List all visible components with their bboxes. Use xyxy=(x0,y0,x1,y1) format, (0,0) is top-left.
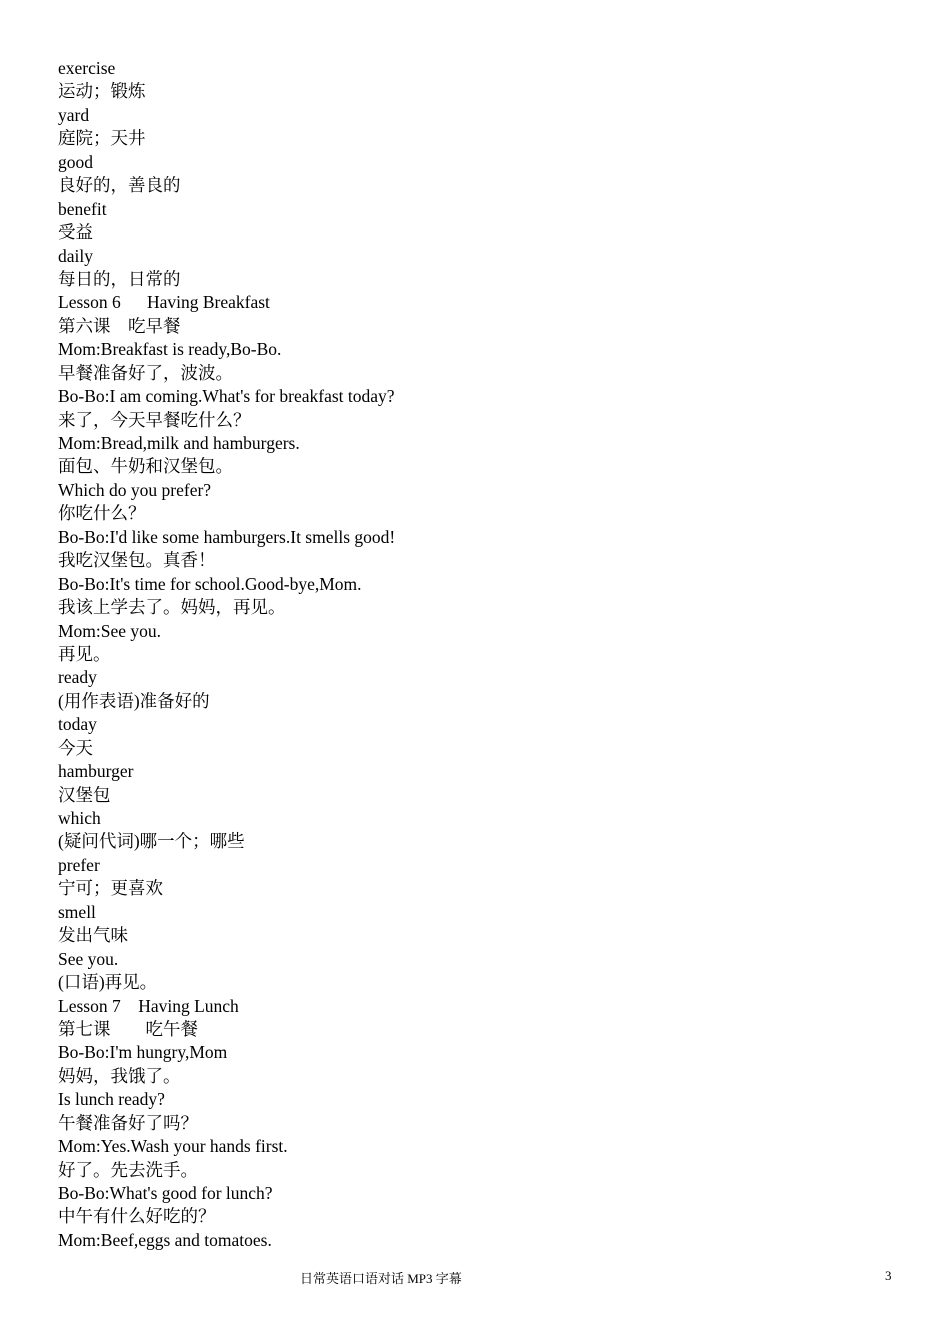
text-line: 来了，今天早餐吃什么？ xyxy=(58,409,251,430)
text-line: 每日的，日常的 xyxy=(58,268,181,289)
text-line: Bo-Bo:I'd like some hamburgers.It smells good! xyxy=(58,526,396,547)
text-line: Mom:Beef,eggs and tomatoes. xyxy=(58,1229,272,1250)
text-line: 受益 xyxy=(58,222,93,243)
text-line: 午餐准备好了吗？ xyxy=(58,1112,198,1133)
text-line: 运动；锻炼 xyxy=(58,81,146,102)
text-line: exercise xyxy=(58,58,116,78)
text-line: Bo-Bo:What's good for lunch? xyxy=(58,1183,273,1203)
text-line: 面包、牛奶和汉堡包。 xyxy=(58,456,233,477)
text-line: prefer xyxy=(58,854,100,875)
text-line: 妈妈，我饿了。 xyxy=(58,1065,181,1086)
text-line: Which do you prefer? xyxy=(58,479,212,500)
text-line: 中午有什么好吃的？ xyxy=(58,1206,216,1227)
text-line: Is lunch ready? xyxy=(58,1089,165,1110)
text-line: smell xyxy=(58,901,96,922)
text-line: 我该上学去了。妈妈，再见。 xyxy=(58,597,286,618)
text-line: daily xyxy=(58,245,93,266)
text-line: 你吃什么？ xyxy=(58,503,146,524)
lesson-heading: Lesson 6 Having Breakfast xyxy=(58,292,270,313)
lesson-heading-translation: 第六课 吃早餐 xyxy=(58,315,181,336)
text-line: hamburger xyxy=(58,761,134,782)
text-line: 发出气味 xyxy=(58,925,128,946)
text-line: 我吃汉堡包。真香！ xyxy=(58,550,216,571)
text-line: (口语)再见。 xyxy=(58,972,158,993)
text-line: Mom:Breakfast is ready,Bo-Bo. xyxy=(58,339,282,360)
text-line: ready xyxy=(58,667,97,688)
text-line: benefit xyxy=(58,198,107,219)
text-line: 早餐准备好了，波波。 xyxy=(58,362,233,383)
footer-title: 日常英语口语对话 MP3 字幕 xyxy=(300,1271,462,1286)
text-line: yard xyxy=(58,104,90,125)
text-line: which xyxy=(58,808,101,828)
text-line: 宁可；更喜欢 xyxy=(58,878,163,899)
text-line: 今天 xyxy=(58,737,93,758)
text-line: good xyxy=(58,151,93,172)
text-line: (用作表语)准备好的 xyxy=(58,690,210,711)
text-line: (疑问代词)哪一个；哪些 xyxy=(58,831,245,852)
lesson-heading: Lesson 7 Having Lunch xyxy=(58,995,239,1016)
text-line: 良好的，善良的 xyxy=(58,175,181,196)
text-line: 好了。先去洗手。 xyxy=(58,1159,198,1180)
text-line: Mom:Yes.Wash your hands first. xyxy=(58,1136,288,1157)
text-line: See you. xyxy=(58,948,119,969)
text-line: 汉堡包 xyxy=(58,784,111,805)
text-line: Mom:See you. xyxy=(58,620,162,641)
text-line: Mom:Bread,milk and hamburgers. xyxy=(58,433,300,453)
page-number: 3 xyxy=(885,1268,892,1283)
text-line: Bo-Bo:I'm hungry,Mom xyxy=(58,1042,228,1063)
text-line: 庭院；天井 xyxy=(58,128,146,149)
text-line: Bo-Bo:It's time for school.Good-bye,Mom. xyxy=(58,573,362,594)
text-line: 再见。 xyxy=(58,643,111,664)
text-line: today xyxy=(58,714,97,735)
text-line: Bo-Bo:I am coming.What's for breakfast today? xyxy=(58,386,395,407)
document-body xyxy=(58,57,918,1252)
lesson-heading-translation: 第七课 吃午餐 xyxy=(58,1018,198,1039)
